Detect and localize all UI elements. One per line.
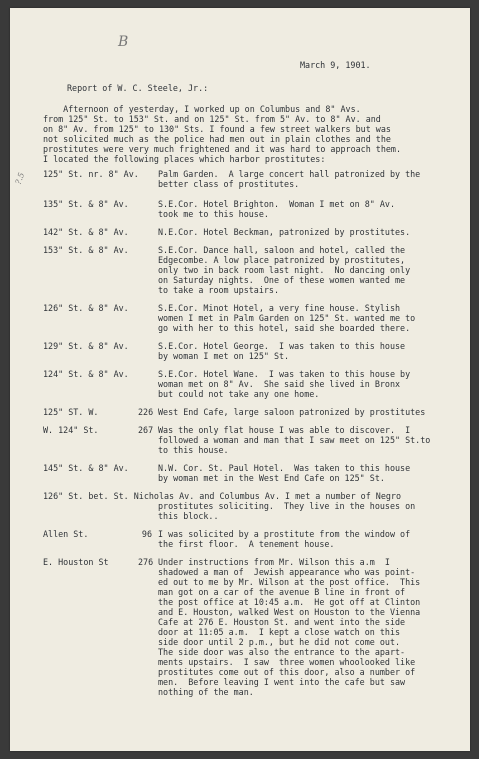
entry-address: 129" St. & 8" Av. — [43, 341, 129, 351]
entry-line: S.E.Cor. Hotel George. I was taken to this house — [158, 341, 406, 351]
entry-line: on Saturday nights. One of these women wanted me — [158, 275, 406, 285]
entry-line: to take a room upstairs. — [158, 285, 280, 295]
report-title: Report of W. C. Steele, Jr.: — [67, 83, 209, 93]
intro-line: not solicited much as the police had men out in plain clothes and the — [43, 134, 391, 144]
entry-line: Palm Garden. A large concert hall patronized by the — [158, 169, 421, 179]
entry-line: The side door was also the entrance to the apart- — [158, 647, 406, 657]
entry-number: 267 — [138, 425, 154, 435]
handwritten-mark-margin: ?.5 — [13, 171, 27, 186]
entry-line: the post office at 10:45 a.m. He got off at Clinton — [158, 597, 421, 607]
entry-line: N.W. Cor. St. Paul Hotel. Was taken to this house — [158, 463, 411, 473]
entry-line: West End Cafe, large saloon patronized by prostitutes — [158, 407, 426, 417]
entry-line: S.E.Cor. Dance hall, saloon and hotel, called the — [158, 245, 406, 255]
entry-line: the first floor. A tenement house. — [158, 539, 335, 549]
entry-line: only two in back room last night. No dancing only — [158, 265, 411, 275]
entry-line: but could not take any one home. — [158, 389, 320, 399]
entry-line: prostitutes soliciting. They live in the houses on — [158, 501, 416, 511]
entry-address: 126" St. & 8" Av. — [43, 303, 129, 313]
handwritten-mark-top: B — [118, 34, 129, 50]
entry-address: E. Houston St — [43, 557, 109, 567]
entry-address: 125" St. nr. 8" Av. — [43, 169, 139, 179]
entry-line: by woman met in the West End Cafe on 125" St. — [158, 473, 385, 483]
entry-address: 145" St. & 8" Av. — [43, 463, 129, 473]
entry-address: Allen St. — [43, 529, 89, 539]
entry-address: 124" St. & 8" Av. — [43, 369, 129, 379]
entry-line: S.E.Cor. Hotel Wane. I was taken to this house by — [158, 369, 411, 379]
entry-line: nothing of the man. — [158, 687, 254, 697]
entry-address: 126" St. bet. St. Nicholas Av. and Columbus Av. I met a number of Negro — [43, 491, 401, 501]
entry-line: this block.. — [158, 511, 219, 521]
entry-line: men. Before leaving I went into the cafe but saw — [158, 677, 406, 687]
entry-address: 135" St. & 8" Av. — [43, 199, 129, 209]
intro-line: from 125" St. to 153" St. and on 125" St. from 5" Av. to 8" Av. and — [43, 114, 381, 124]
document-page — [10, 8, 470, 751]
entry-line: prostitutes come out of this door, also a number of — [158, 667, 416, 677]
entry-line: Was the only flat house I was able to discover. I — [158, 425, 411, 435]
entry-line: ments upstairs. I saw three women whoolooked like — [158, 657, 416, 667]
entry-line: Under instructions from Mr. Wilson this a.m I — [158, 557, 390, 567]
entry-number: 96 — [141, 529, 152, 539]
entry-number: 276 — [138, 557, 154, 567]
report-date: March 9, 1901. — [300, 60, 371, 70]
entry-line: N.E.Cor. Hotel Beckman, patronized by prostitutes. — [158, 227, 411, 237]
entry-number: 226 — [138, 407, 154, 417]
intro-line: on 8" Av. from 125" to 130" Sts. I found a few street walkers but was — [43, 124, 391, 134]
entry-address: 142" St. & 8" Av. — [43, 227, 129, 237]
entry-line: to this house. — [158, 445, 229, 455]
entry-address: 153" St. & 8" Av. — [43, 245, 129, 255]
entry-line: ed out to me by Mr. Wilson at the post office. This — [158, 577, 421, 587]
entry-line: go with her to this hotel, said she boarded there. — [158, 323, 411, 333]
entry-line: better class of prostitutes. — [158, 179, 300, 189]
entry-line: by woman I met on 125" St. — [158, 351, 290, 361]
entry-line: side door until 2 p.m., but he did not come out. — [158, 637, 401, 647]
entry-line: shadowed a man of Jewish appearance who was point- — [158, 567, 416, 577]
intro-line: I located the following places which harbor prostitutes: — [43, 154, 326, 164]
entry-line: S.E.Cor. Hotel Brighton. Woman I met on 8" Av. — [158, 199, 395, 209]
entry-line: S.E.Cor. Minot Hotel, a very fine house. Stylish — [158, 303, 401, 313]
entry-line: door at 11:05 a.m. I kept a close watch on this — [158, 627, 401, 637]
entry-line: Edgecombe. A low place patronized by prostitutes, — [158, 255, 406, 265]
entry-line: women I met in Palm Garden on 125" St. wanted me to — [158, 313, 416, 323]
entry-line: took me to this house. — [158, 209, 269, 219]
entry-address: W. 124" St. — [43, 425, 99, 435]
intro-line: Afternoon of yesterday, I worked up on Columbus and 8" Avs. — [43, 104, 361, 114]
entry-line: followed a woman and man that I saw meet on 125" St.to — [158, 435, 431, 445]
entry-line: Cafe at 276 E. Houston St. and went into the side — [158, 617, 406, 627]
entry-line: woman met on 8" Av. She said she lived in Bronx — [158, 379, 401, 389]
intro-line: prostitutes were very much frightened and it was hard to approach them. — [43, 144, 401, 154]
entry-line: I was solicited by a prostitute from the window of — [158, 529, 411, 539]
entry-address: 125" ST. W. — [43, 407, 99, 417]
entry-line: man got on a car of the avenue B line in front of — [158, 587, 406, 597]
entry-line: and E. Houston, walked West on Houston to the Vienna — [158, 607, 421, 617]
